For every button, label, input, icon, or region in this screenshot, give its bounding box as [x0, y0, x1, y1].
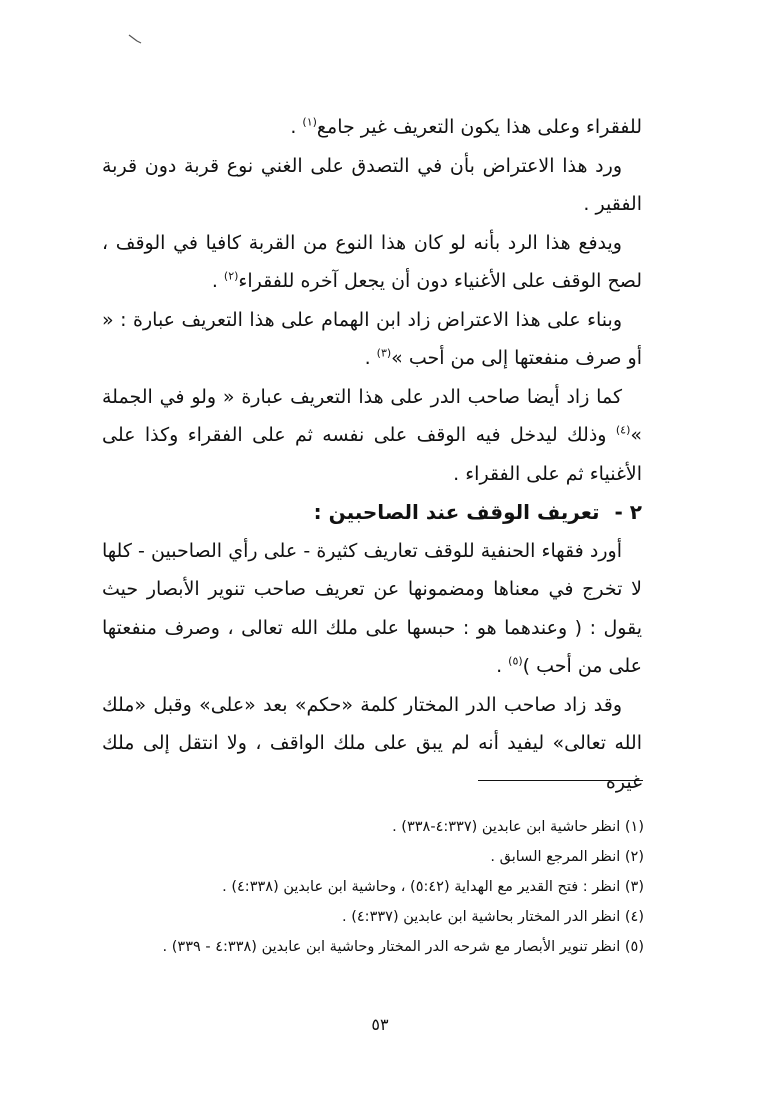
paragraph — [102, 147, 642, 224]
paragraph-end: . — [364, 347, 377, 369]
footnote-item: (٤) انظر الدر المختار بحاشية ابن عابدين (٤:٣٣٧) . — [342, 909, 644, 925]
paragraph-text: ويدفع هذا الرد بأنه لو كان هذا النوع من القربة كافيا في الوقف ، لصح الوقف على الأغنياء دون أن يجعل آخره للفقراء — [102, 231, 642, 292]
section-title: تعريف الوقف عند الصاحبين : — [313, 500, 600, 524]
footnote-item: (٢) انظر المرجع السابق . — [490, 849, 644, 865]
footnote-item: (١) انظر حاشية ابن عابدين (٤:٣٣٧-٣٣٨) . — [392, 819, 644, 835]
footnote-ref: (٢) — [223, 269, 239, 283]
footnote-ref: (٣) — [376, 346, 392, 360]
paragraph-text: ورد هذا الاعتراض بأن في التصدق على الغني نوع قربة دون قربة الفقير . — [102, 154, 642, 215]
paragraph-group-1 — [102, 108, 642, 493]
scan-speck — [128, 34, 142, 44]
paragraph-end: . — [211, 270, 224, 292]
paragraph-text: كما زاد أيضا صاحب الدر على هذا التعريف عبارة « ولو في الجملة » — [102, 385, 642, 446]
paragraph-end: . — [496, 655, 509, 677]
section-number: ٢ - — [614, 500, 642, 524]
footnote-divider — [478, 780, 643, 781]
footnotes — [108, 812, 644, 962]
footnote-ref: (١) — [302, 115, 317, 129]
paragraph-text: وبناء على هذا الاعتراض زاد ابن الهمام على هذا التعريف عبارة : « أو صرف منفعتها إلى من أحب » — [102, 308, 642, 369]
footnote-ref: (٤) — [615, 423, 631, 437]
paragraph-text: وقد زاد صاحب الدر المختار كلمة «حكم» بعد «على» وقبل «ملك الله تعالى» ليفيد أنه لم يبق على ملك الواقف ، ولا انتقل إلى ملك غيره — [102, 693, 642, 793]
paragraph-end: . — [290, 116, 303, 138]
page-number: ٥٣ — [371, 1015, 389, 1034]
paragraph — [102, 301, 642, 378]
paragraph-text: أورد فقهاء الحنفية للوقف تعاريف كثيرة - على رأي الصاحبين - كلها لا تخرج في معناها ومضمونها عن تعريف صاحب تنوير الأبصار حيث يقول : ( وعندهما هو : حبسها على ملك الله تعالى ، وصرف منفعتها على من أحب ) — [102, 539, 642, 677]
footnote-item: (٥) انظر تنوير الأبصار مع شرحه الدر المختار وحاشية ابن عابدين (٤:٣٣٨ - ٣٣٩) . — [162, 939, 644, 955]
paragraph-end: وذلك ليدخل فيه الوقف على نفسه ثم على الفقراء وكذا على الأغنياء ثم على الفقراء . — [102, 424, 642, 485]
paragraph — [102, 532, 642, 686]
footnote-item: (٣) انظر : فتح القدير مع الهداية (٥:٤٢) ، وحاشية ابن عابدين (٤:٣٣٨) . — [222, 879, 644, 895]
paragraph — [102, 378, 642, 494]
paragraph-text: للفقراء وعلى هذا يكون التعريف غير جامع — [316, 116, 642, 138]
main-text — [102, 108, 642, 801]
paragraph — [102, 224, 642, 301]
section-heading — [102, 493, 642, 532]
paragraph — [102, 686, 642, 802]
paragraph-group-2 — [102, 532, 642, 802]
paragraph — [102, 108, 642, 147]
footnote-ref: (٥) — [508, 654, 523, 668]
